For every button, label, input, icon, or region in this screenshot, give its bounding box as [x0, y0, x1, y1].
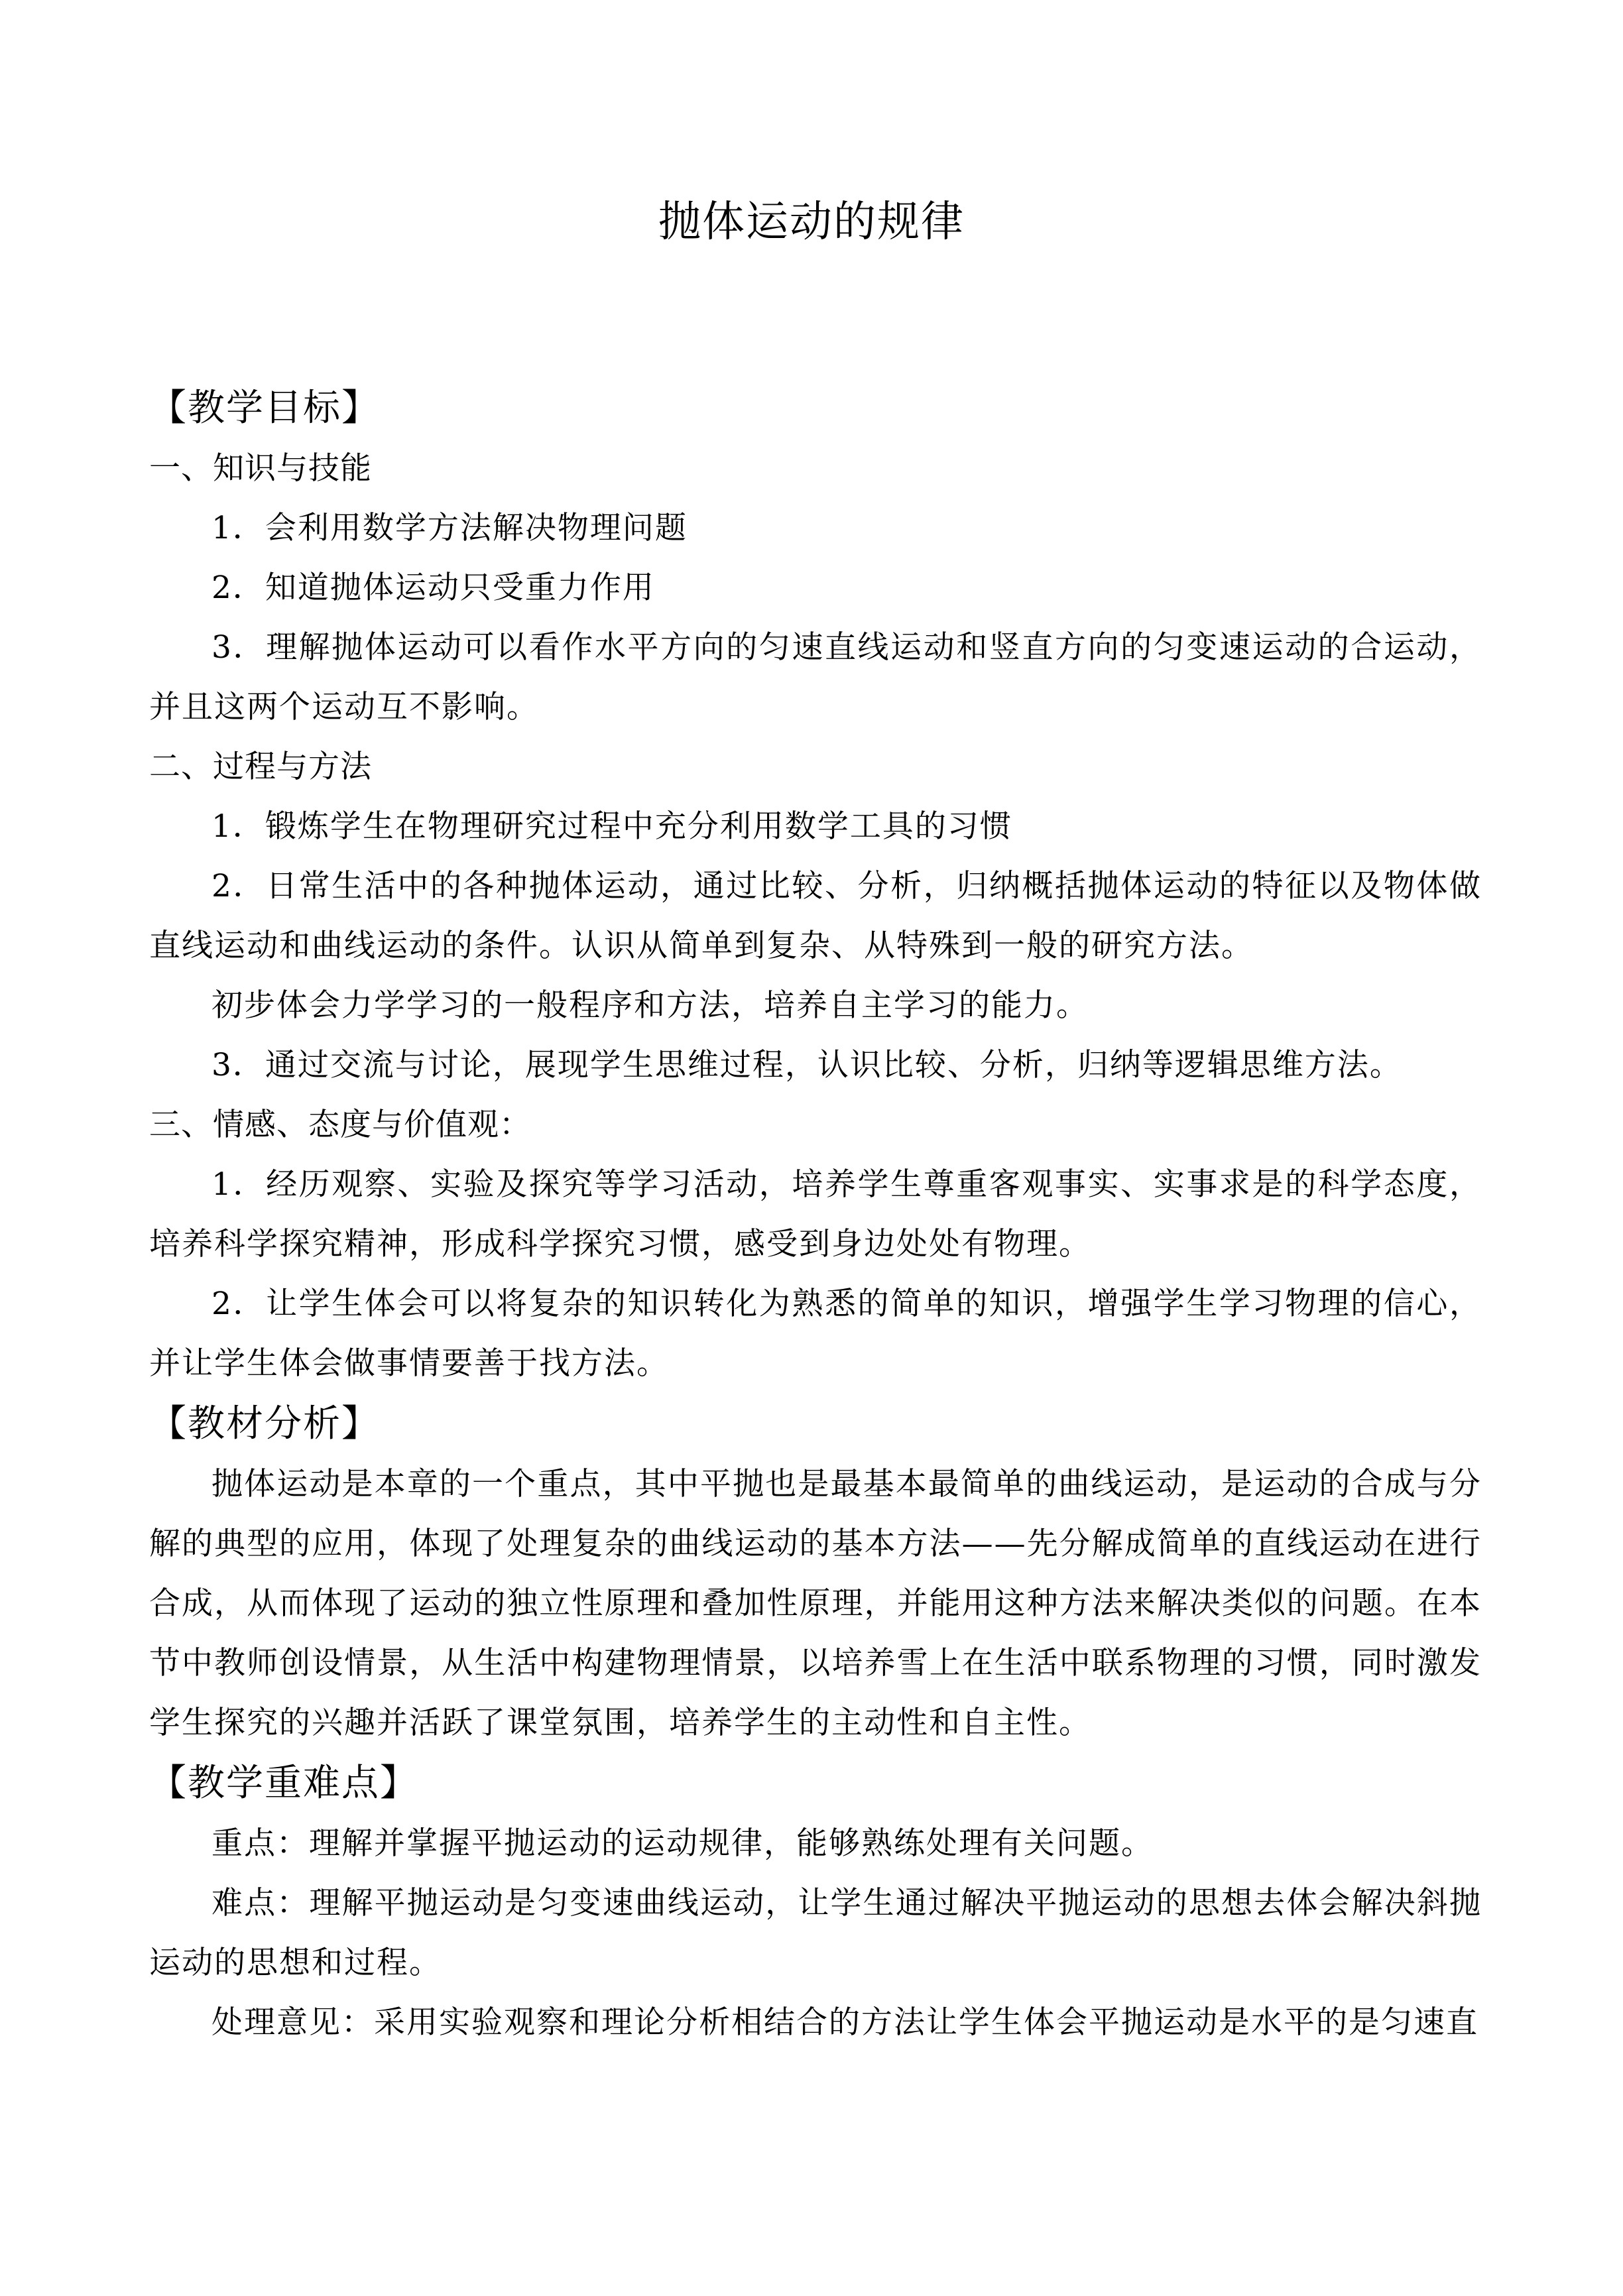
document-body	[149, 378, 1482, 2053]
section-heading-analysis: 【教材分析】	[149, 1402, 380, 1445]
subheading-emotion-values: 三、情感、态度与价值观：	[149, 1107, 531, 1143]
subheading-knowledge-skills: 一、知识与技能	[149, 450, 372, 487]
analysis-paragraph: 抛体运动是本章的一个重点，其中平抛也是最基本最简单的曲线运动，是运动的合成与分解的典型的应用，体现了处理复杂的曲线运动的基本方法——先分解成简单的直线运动在进行合成，从而体现了运动的独立性原理和叠加性原理，并能用这种方法来解决类似的问题。在本节中教师创设情景，从生活中构建物理情景，以培养雪上在生活中联系物理的习惯，同时激发学生探究的兴趣并活跃了课堂氛围，培养学生的主动性和自主性。	[149, 1466, 1482, 1741]
subheading-process-methods: 二、过程与方法	[149, 749, 372, 785]
knowledge-item-1: 1．会利用数学方法解决物理问题	[211, 510, 688, 546]
key-point-handling: 处理意见：采用实验观察和理论分析相结合的方法让学生体会平抛运动是水平的是匀速直	[211, 2004, 1478, 2041]
key-point-focus: 重点：理解并掌握平抛运动的运动规律，能够熟练处理有关问题。	[211, 1825, 1154, 1862]
section-heading-objectives: 【教学目标】	[149, 387, 380, 430]
knowledge-item-3: 3．理解抛体运动可以看作水平方向的匀速直线运动和竖直方向的匀变速运动的合运动，并且这两个运动互不影响。	[149, 629, 1482, 725]
process-item-2: 2．日常生活中的各种抛体运动，通过比较、分析，归纳概括抛体运动的特征以及物体做直线运动和曲线运动的条件。认识从简单到复杂、从特殊到一般的研究方法。	[149, 868, 1482, 964]
key-point-difficulty: 难点：理解平抛运动是匀变速曲线运动，让学生通过解决平抛运动的思想去体会解决斜抛运动的思想和过程。	[149, 1885, 1482, 1981]
process-item-1: 1．锻炼学生在物理研究过程中充分利用数学工具的习惯	[211, 808, 1012, 845]
emotion-item-1: 1．经历观察、实验及探究等学习活动，培养学生尊重客观事实、实事求是的科学态度，培养科学探究精神，形成科学探究习惯，感受到身边处处有物理。	[149, 1166, 1482, 1262]
knowledge-item-2: 2．知道抛体运动只受重力作用	[211, 570, 655, 606]
process-item-2-continued: 初步体会力学学习的一般程序和方法，培养自主学习的能力。	[211, 987, 1089, 1024]
process-item-3: 3．通过交流与讨论，展现学生思维过程，认识比较、分析，归纳等逻辑思维方法。	[211, 1047, 1402, 1083]
document-title: 抛体运动的规律	[658, 198, 965, 247]
section-heading-key-points: 【教学重难点】	[149, 1762, 418, 1805]
emotion-item-2: 2．让学生体会可以将复杂的知识转化为熟悉的简单的知识，增强学生学习物理的信心，并让学生体会做事情要善于找方法。	[149, 1286, 1482, 1382]
